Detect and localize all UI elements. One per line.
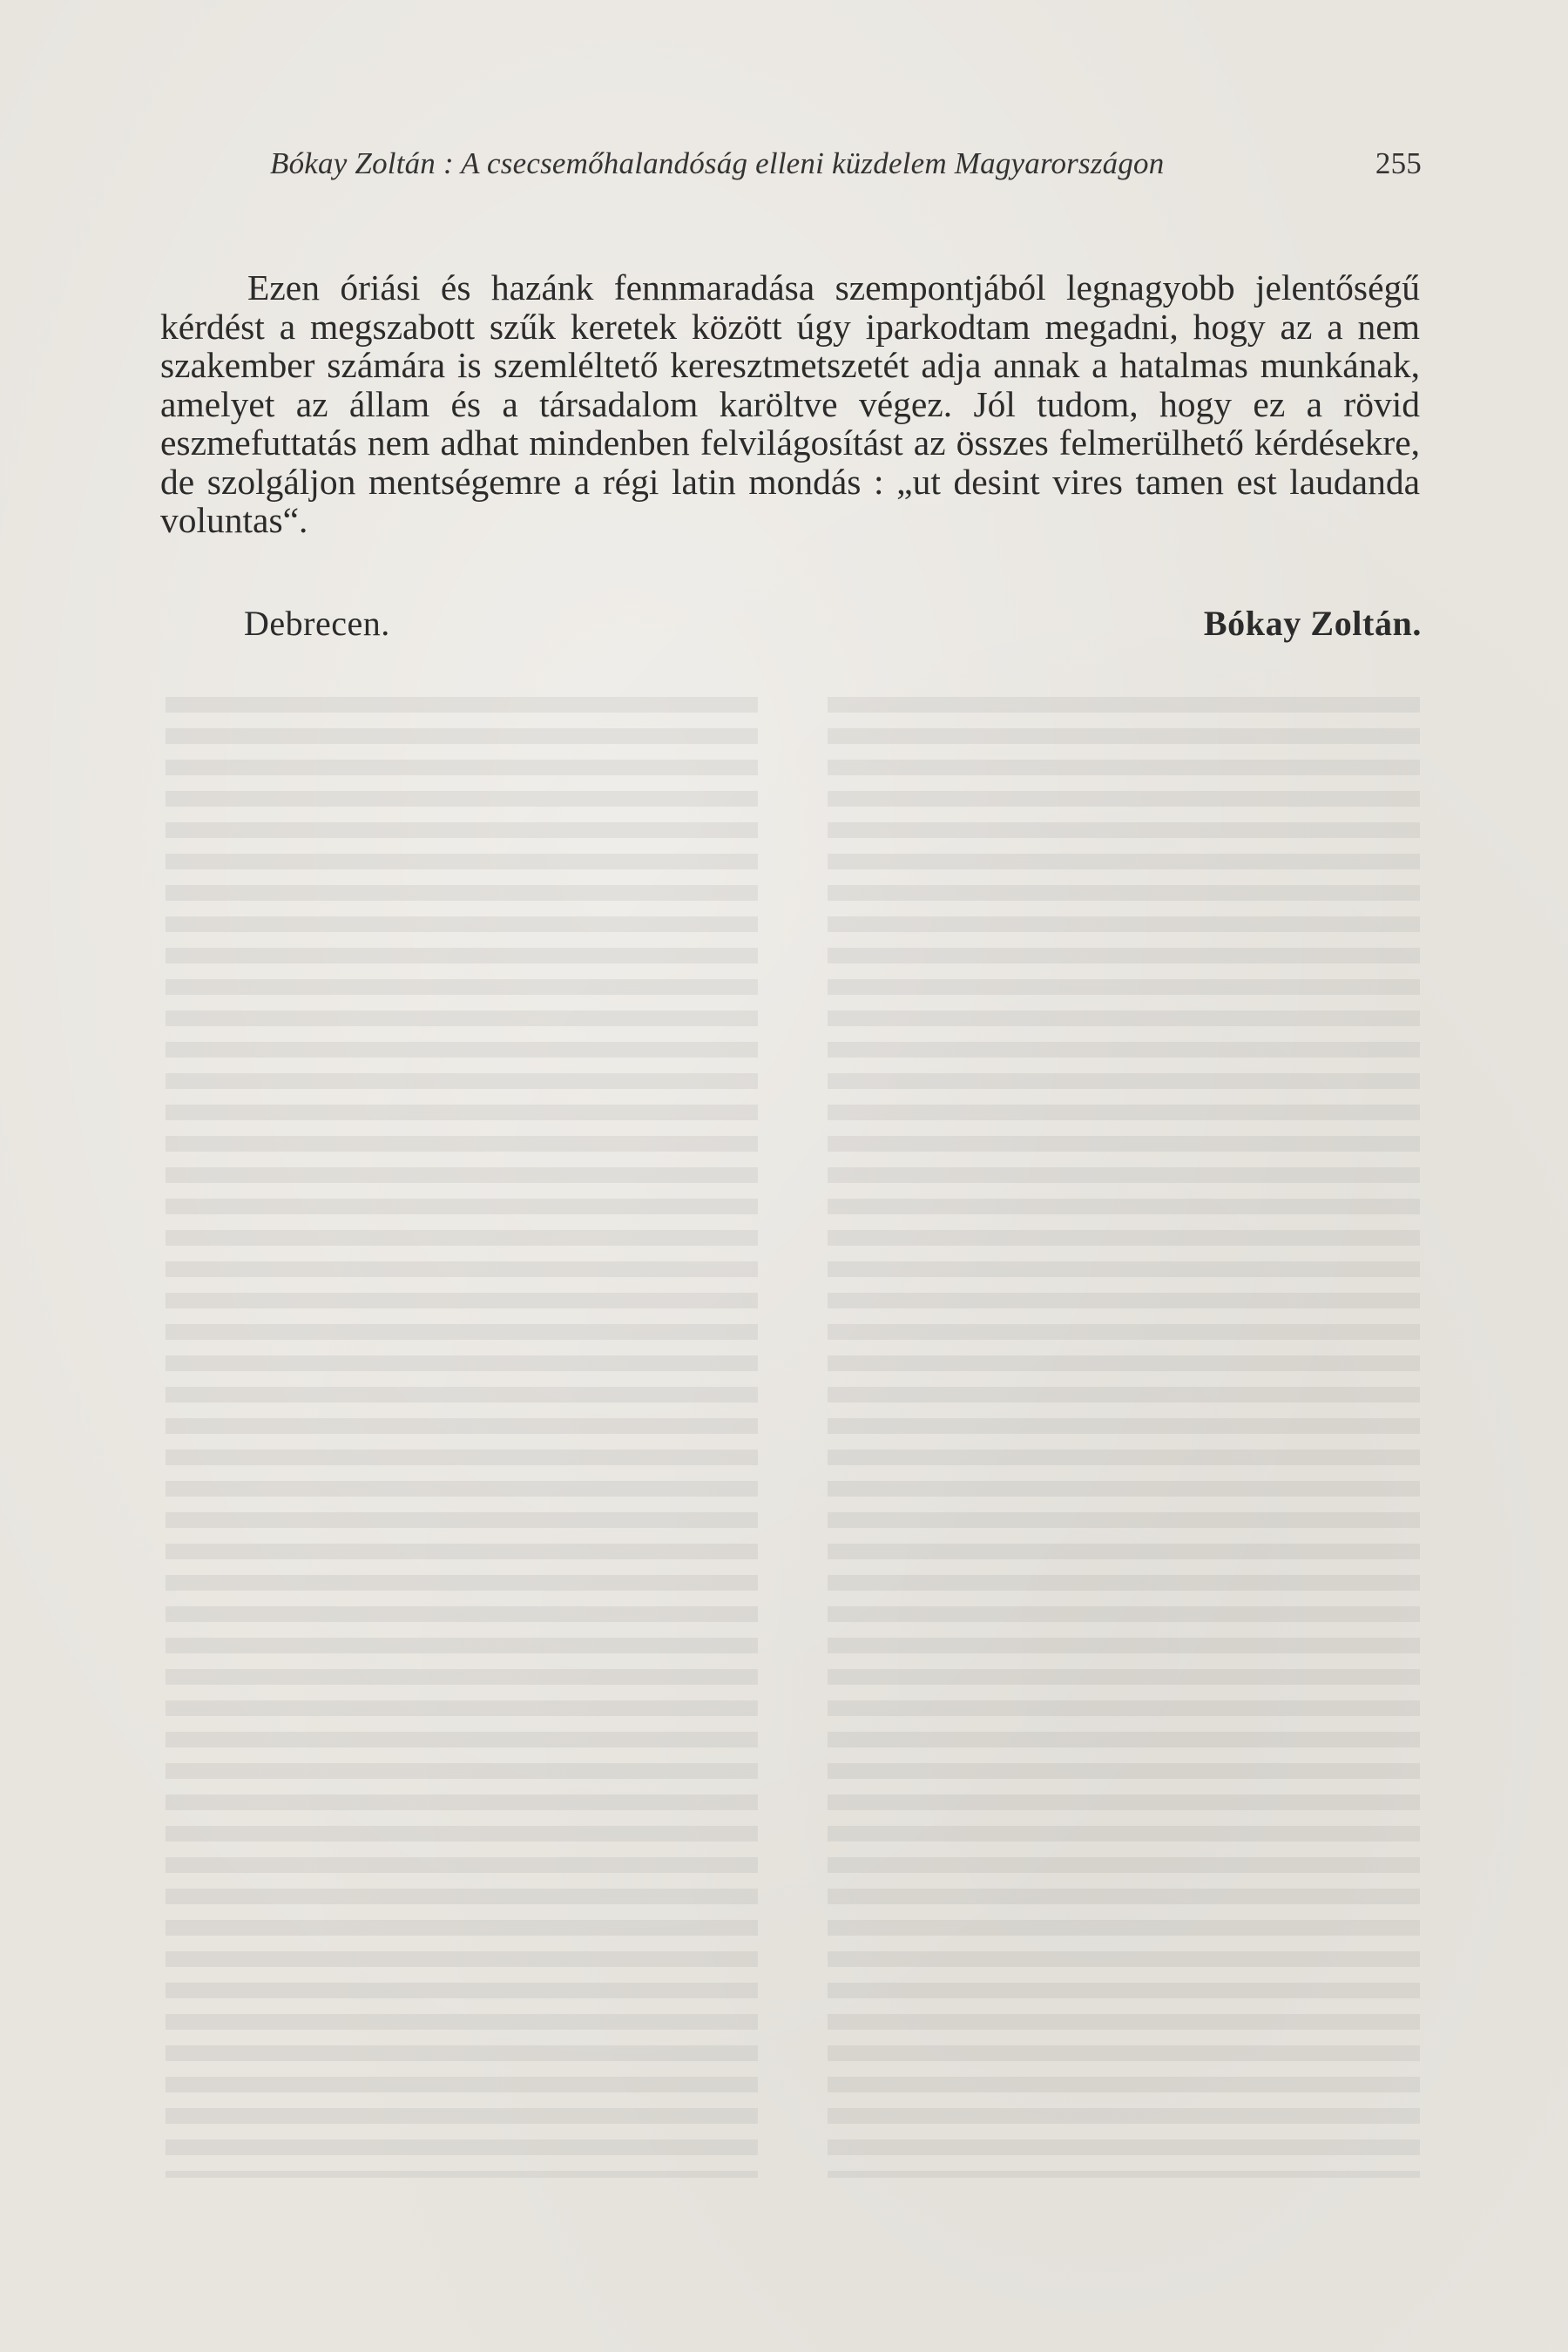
closing-line [244, 599, 1422, 648]
page-number: 255 [1375, 146, 1422, 180]
author-signature: Bókay Zoltán. [1203, 604, 1422, 643]
running-header [270, 138, 1422, 190]
place-name: Debrecen. [244, 604, 390, 643]
show-through-texture [166, 697, 1420, 2178]
header-author: Bókay Zoltán : [270, 146, 454, 180]
body-paragraph: Ezen óriási és hazánk fennmaradása szempontjából legnagyobb jelentőségű kérdést a megszabott szűk keretek között úgy iparkodtam megadni, hogy az a nem szakember számára is szemléltető keresztmetszetét adja annak a hatalmas munkának, amelyet az állam és a társadalom karöltve végez. Jól tudom, hogy ez a rövid eszmefuttatás nem adhat mindenben felvilágosítást az összes felmerülhető kérdésekre, de szolgáljon mentségemre a régi latin mondás : „ut desint vires tamen est laudanda voluntas“. [160, 267, 1420, 540]
header-title: A csecsemőhalandóság elleni küzdelem Magyarországon [461, 146, 1165, 180]
